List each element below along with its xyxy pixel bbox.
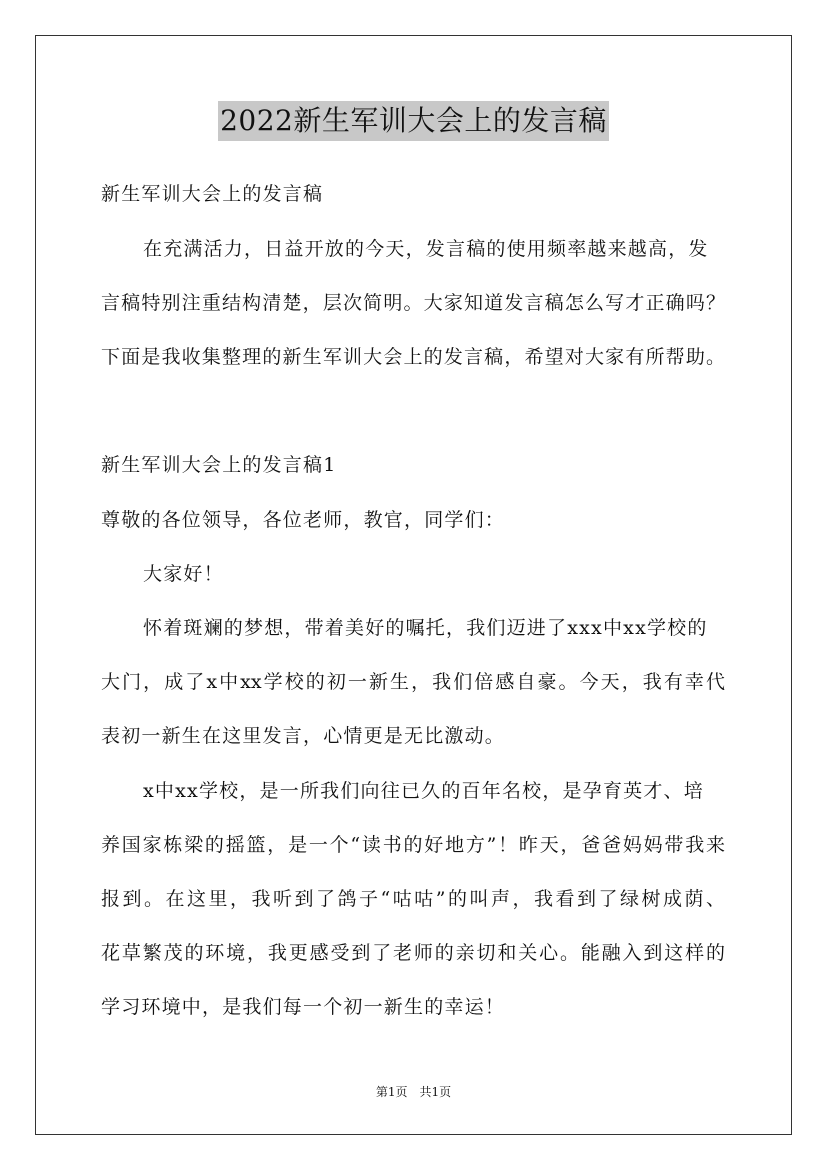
page-footer bbox=[0, 1084, 827, 1100]
salutation-line: 尊敬的各位领导，各位老师，教官，同学们： bbox=[101, 509, 506, 531]
paragraph-line: 表初一新生在这里发言，心情更是无比激动。 bbox=[101, 725, 506, 747]
section-heading: 新生军训大会上的发言稿1 bbox=[101, 454, 337, 476]
paragraph-line: 报到。在这里，我听到了鸽子“咕咕”的叫声，我看到了绿树成荫、 bbox=[101, 888, 725, 910]
subtitle-line: 新生军训大会上的发言稿 bbox=[101, 183, 324, 205]
document-title: 2022新生军训大会上的发言稿 bbox=[218, 101, 609, 141]
paragraph-line: 下面是我收集整理的新生军训大会上的发言稿，希望对大家有所帮助。 bbox=[101, 346, 725, 368]
paragraph-line: 言稿特别注重结构清楚，层次简明。大家知道发言稿怎么写才正确吗？ bbox=[101, 292, 725, 314]
paragraph-line: x中xx学校，是一所我们向往已久的百年名校，是孕育英才、培 bbox=[143, 780, 704, 802]
title-container bbox=[0, 101, 827, 141]
page-total: 共1页 bbox=[419, 1085, 452, 1099]
paragraph-line: 学习环境中，是我们每一个初一新生的幸运！ bbox=[101, 996, 506, 1018]
paragraph-line: 养国家栋梁的摇篮，是一个“读书的好地方”！昨天，爸爸妈妈带我来 bbox=[101, 834, 725, 856]
paragraph-line: 大门，成了x中xx学校的初一新生，我们倍感自豪。今天，我有幸代 bbox=[101, 671, 725, 693]
paragraph-line: 花草繁茂的环境，我更感受到了老师的亲切和关心。能融入到这样的 bbox=[101, 942, 725, 964]
paragraph-line: 在充满活力，日益开放的今天，发言稿的使用频率越来越高，发 bbox=[143, 238, 709, 260]
greeting-line: 大家好！ bbox=[143, 563, 224, 585]
page-number: 第1页 bbox=[375, 1085, 408, 1099]
paragraph-line: 怀着斑斓的梦想，带着美好的嘱托，我们迈进了xxx中xx学校的 bbox=[143, 617, 708, 639]
